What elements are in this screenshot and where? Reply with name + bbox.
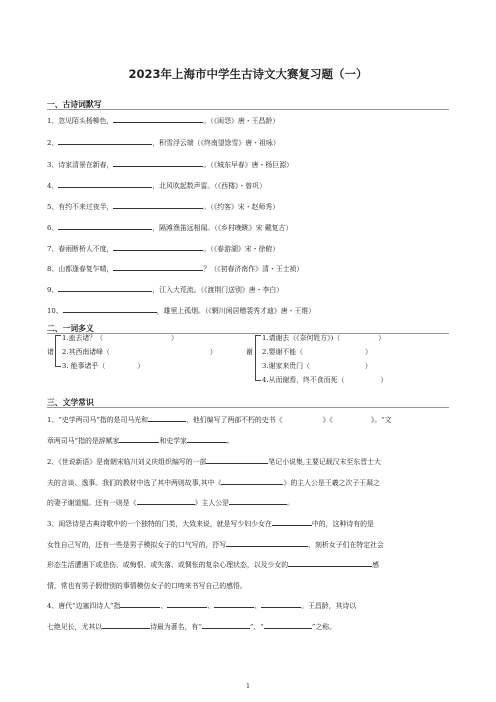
item-prompt: 诗家清景在新春， (58, 161, 114, 169)
polysemy-char-zhu: 诸 (47, 348, 54, 356)
blank[interactable] (264, 622, 312, 629)
section2-heading: 二、一词多义 (47, 324, 94, 333)
item-number: 5、 (47, 203, 59, 211)
zhu-item-3: 3. 能事诸乎（ ） (62, 362, 145, 370)
question-3: 3、闺怨诗是古典诗歌中的一个独特的门类，大致来说，就是写少妇少女在 中的，这种诗有的是 女性自己写的，还有一些是男子模拟女子的口气写的，抒写 、刻析女子们在特定社会 形态生活遭遇下或悲伤、或悔恨、或失落、或惆怅的复杂心理状态，以及少女的 感 情，常也有男子假借别的事情模仿女子的口吻来书写自己的感悟。 (47, 520, 384, 590)
xie-item-2: 2.婴谢不能（ ） (262, 348, 372, 356)
page-number: 1 (246, 683, 250, 690)
blank[interactable] (226, 540, 308, 547)
item-source: ，隔滩渔笛远相闻。（《乡村晚眺》宋 戴复古） (152, 224, 293, 232)
section1-heading: 一、古诗词默写 (47, 100, 102, 109)
poem-item (47, 285, 283, 294)
blank[interactable] (229, 498, 287, 505)
poem-item (47, 116, 279, 125)
item-prompt: 忽见陌头杨柳色， (58, 117, 114, 125)
item-number: 10、 (47, 307, 63, 315)
poem-item (47, 138, 280, 147)
zhu-item-2: 2.其西南诸峰（ ） (62, 348, 217, 356)
blank[interactable] (167, 601, 207, 608)
item-source: 。（《城东早春》唐・杨巨源） (203, 161, 293, 169)
blank[interactable] (187, 436, 227, 443)
item-number: 4、 (47, 182, 59, 190)
item-source: 。（《闺怨》唐・王昌龄） (203, 117, 280, 125)
answer-blank[interactable] (58, 181, 152, 188)
answer-blank[interactable] (58, 138, 152, 145)
item-number: 6、 (47, 224, 59, 232)
xie-item-1: 1.请谢去（《奈何姓方》)（ ） (262, 334, 386, 342)
blank[interactable] (206, 457, 268, 464)
blank[interactable] (102, 622, 150, 629)
poem-item (47, 160, 293, 169)
item-source: 。（《约客》宋・赵师秀） (203, 203, 280, 211)
item-source: ，北风吹起数声雷。（《西楼》・曾巩） (152, 182, 266, 190)
answer-blank[interactable] (113, 116, 203, 123)
item-number: 9、 (47, 286, 59, 294)
poem-item (47, 181, 266, 190)
answer-blank[interactable] (58, 223, 152, 230)
poem-item (47, 223, 292, 232)
answer-blank[interactable] (113, 202, 203, 209)
answer-blank[interactable] (113, 160, 203, 167)
blank[interactable] (221, 478, 283, 485)
xie-item-3: 3.谢家来贵门（ ） (262, 362, 372, 370)
poem-item (47, 306, 315, 315)
item-source: ？（《初春济南作》清・王士祯） (203, 265, 304, 273)
answer-blank[interactable] (63, 306, 157, 313)
item-source: ，雄里上孤烟。（《辋川闲居赠裴秀才迪》唐・王维） (156, 307, 316, 315)
zhu-item-1: 1.盍去诸？（ ） (62, 334, 178, 342)
section3-rule (47, 407, 449, 408)
poem-item (47, 244, 279, 253)
blank[interactable] (120, 601, 160, 608)
blank[interactable] (214, 601, 254, 608)
answer-blank[interactable] (58, 285, 152, 292)
blank[interactable] (261, 601, 301, 608)
item-number: 1、 (47, 117, 59, 125)
item-prompt: 有约不来过夜半， (58, 203, 114, 211)
blank[interactable] (272, 519, 312, 526)
item-number: 2、 (47, 139, 59, 147)
item-prompt: 春雨断桥人不度， (58, 245, 114, 253)
answer-blank[interactable] (113, 264, 203, 271)
right-brace (255, 335, 261, 381)
section1-rule (47, 109, 449, 110)
blank[interactable] (137, 498, 195, 505)
item-number: 7、 (47, 245, 59, 253)
document-title: 2023年上海市中学生古诗文大赛复习题（一） (128, 67, 368, 81)
xie-item-4: 4.从而谢焉，终不食而死（ ） (262, 376, 388, 384)
left-brace (55, 335, 61, 367)
blank[interactable] (148, 415, 186, 422)
item-prompt: 山都逢春复乍晴， (58, 265, 114, 273)
question-4: 4、唐代“边塞四诗人”指 、 、 、 。王昌龄，其诗以 七绝见长，尤其以 诗最为著名，有“ ”、“ ”之称。 (47, 602, 357, 631)
blank[interactable] (288, 560, 372, 567)
item-source: 。（《春游湖》宋・徐俯） (203, 245, 280, 253)
answer-blank[interactable] (113, 244, 203, 251)
question-2: 2、《世说新语》是南朝宋临川刘义庆组织编写的一部 笔记小说集,主要记载汉末至东晋士大 夫的言谈、逸事。我们的教材中选了其中两则故事,其中《 》的主人公是王羲之次子王凝之 的妻子谢道韫。还有一则是《 》主人公是 。 (47, 458, 381, 507)
item-number: 3、 (47, 161, 59, 169)
polysemy-char-xie: 谢 (246, 348, 253, 356)
section3-heading: 三、文学常识 (47, 398, 94, 407)
item-number: 8、 (47, 265, 59, 273)
item-source: ，积雪浮云端（《终南望馀雪》唐・祖咏） (152, 139, 280, 147)
blank[interactable] (119, 436, 159, 443)
item-source: ，江入大荒流。（《渡荆门送别》唐・李白） (152, 286, 284, 294)
poem-item (47, 264, 303, 273)
question-1: 1、“史学两司马”指的是司马光和 ，他们编写了两部不朽的史书《 》《 》。“文 章两司马”指的是辞赋家 和史学家 。 (47, 416, 392, 445)
poem-item (47, 202, 279, 211)
blank[interactable] (202, 622, 250, 629)
